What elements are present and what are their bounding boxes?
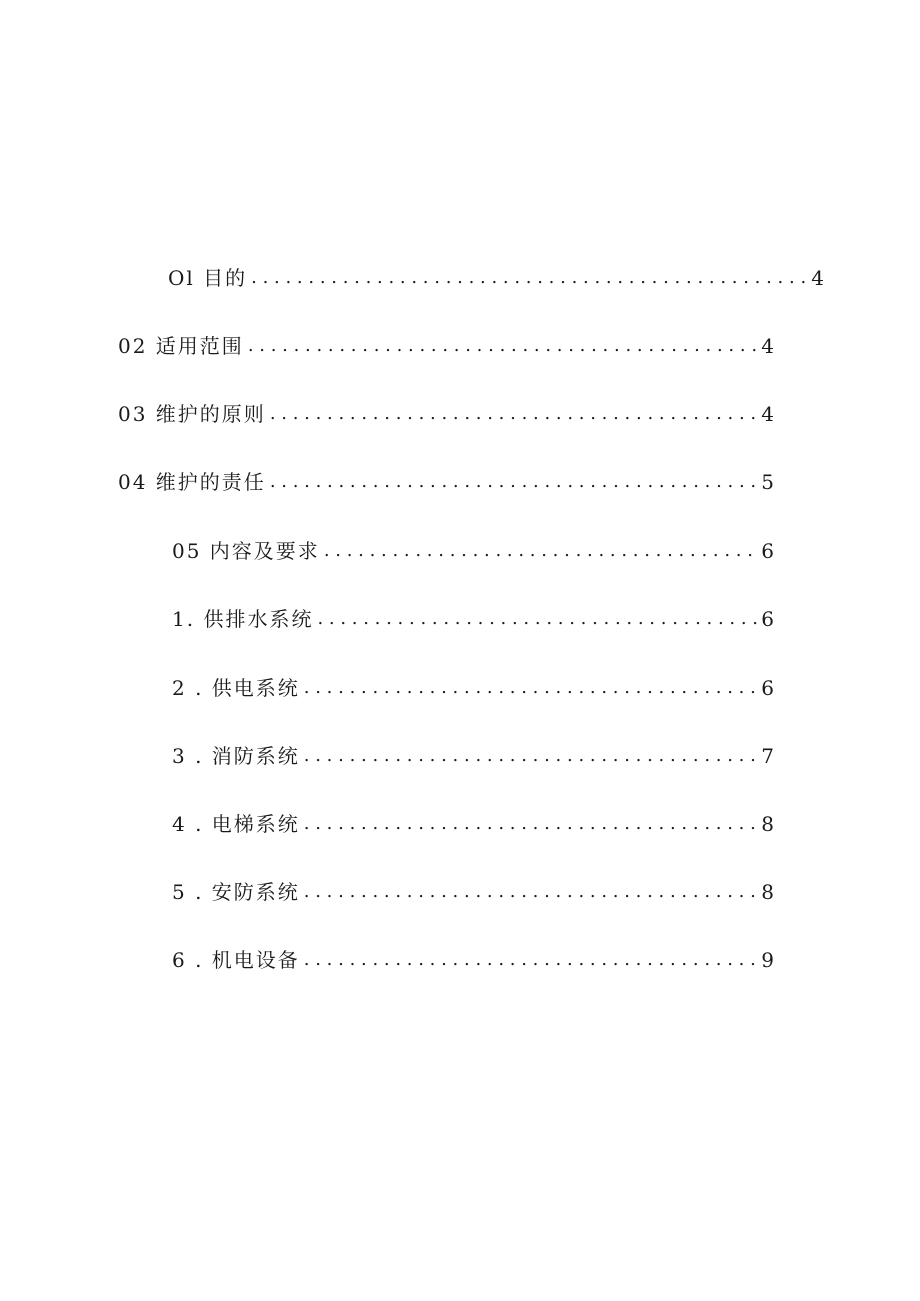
toc-entry-page: 8 — [761, 812, 774, 836]
toc-dot-leader — [304, 672, 759, 704]
toc-dot-leader — [324, 535, 759, 567]
toc-entry-page: 4 — [761, 334, 774, 358]
toc-entry-page: 4 — [761, 402, 774, 426]
toc-entry-title: 1. 供排水系统 — [172, 607, 314, 631]
toc-entry-page: 6 — [761, 607, 774, 631]
toc-entry-page: 7 — [761, 744, 774, 768]
toc-entry-title: 05 内容及要求 — [172, 539, 320, 563]
toc-entry-title: Ol 目的 — [168, 266, 248, 290]
toc-entry-title: 4 . 电梯系统 — [172, 812, 300, 836]
toc-entry-principles[interactable] — [118, 398, 774, 430]
toc-dot-leader — [270, 398, 759, 430]
toc-entry-page: 4 — [811, 266, 824, 290]
toc-dot-leader — [304, 944, 759, 976]
toc-dot-leader — [270, 466, 759, 498]
toc-entry-title: 3 . 消防系统 — [172, 744, 300, 768]
toc-entry-page: 5 — [761, 470, 774, 494]
toc-entry-security-system[interactable] — [172, 876, 774, 908]
toc-entry-title: 2 . 供电系统 — [172, 676, 300, 700]
toc-entry-page: 6 — [761, 539, 774, 563]
toc-entry-scope[interactable] — [118, 330, 774, 362]
toc-entry-electromechanical-equipment[interactable] — [172, 944, 774, 976]
toc-entry-water-system[interactable] — [172, 603, 774, 635]
toc-entry-title: 04 维护的责任 — [118, 470, 266, 494]
toc-entry-content-requirements[interactable] — [172, 535, 774, 567]
toc-entry-page: 8 — [761, 880, 774, 904]
toc-entry-fire-system[interactable] — [172, 740, 774, 772]
toc-entry-title: 02 适用范围 — [118, 334, 244, 358]
toc-entry-power-system[interactable] — [172, 672, 774, 704]
toc-dot-leader — [304, 876, 759, 908]
toc-entry-purpose[interactable] — [168, 262, 824, 294]
toc-dot-leader — [304, 740, 759, 772]
toc-dot-leader — [248, 330, 759, 362]
toc-dot-leader — [304, 808, 759, 840]
toc-entry-page: 9 — [761, 948, 774, 972]
toc-dot-leader — [251, 262, 809, 294]
toc-entry-title: 03 维护的原则 — [118, 402, 266, 426]
toc-entry-responsibilities[interactable] — [118, 466, 774, 498]
toc-entry-title: 6 . 机电设备 — [172, 948, 300, 972]
toc-dot-leader — [317, 603, 759, 635]
toc-entry-page: 6 — [761, 676, 774, 700]
toc-entry-title: 5 . 安防系统 — [172, 880, 300, 904]
toc-entry-elevator-system[interactable] — [172, 808, 774, 840]
